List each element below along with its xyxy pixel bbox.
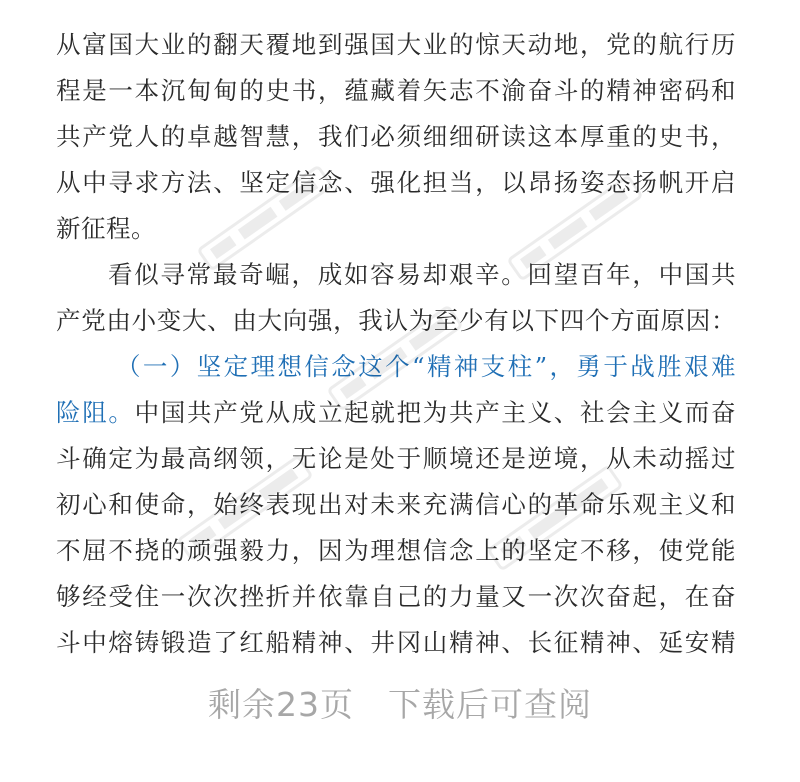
heading-text-tail: 险阻。 <box>56 398 135 427</box>
text-line <box>56 574 736 620</box>
line-text: 看似寻常最奇崛，成如容易却艰辛。回望百年，中国共 <box>108 260 736 289</box>
line-text: 初心和使命，始终表现出对未来充满信心的革命乐观主义和 <box>56 490 736 519</box>
text-line <box>56 160 736 206</box>
text-line <box>56 528 736 574</box>
heading-text: （一）坚定理想信念这个“精神支柱”，勇于战胜艰难 <box>116 352 736 381</box>
text-line <box>56 68 736 114</box>
line-text: 程是一本沉甸甸的史书，蕴藏着矢志不渝奋斗的精神密码和 <box>56 76 736 105</box>
section-heading <box>116 344 736 390</box>
text-line <box>56 298 736 344</box>
text-line <box>56 22 736 68</box>
download-to-read-link[interactable]: 下载后可查阅 <box>388 685 592 724</box>
line-text: 共产党人的卓越智慧，我们必须细细研读这本厚重的史书， <box>56 122 736 151</box>
line-text: 产党由小变大、由大向强，我认为至少有以下四个方面原因： <box>56 306 736 335</box>
text-line <box>56 206 736 252</box>
line-text: 从中寻求方法、坚定信念、强化担当，以昂扬姿态扬帆开启 <box>56 168 736 197</box>
text-line <box>56 436 736 482</box>
line-text: 够经受住一次次挫折并依靠自己的力量又一次次奋起，在奋 <box>56 582 736 611</box>
line-text: 斗中熔铸锻造了红船精神、井冈山精神、长征精神、延安精 <box>56 628 736 657</box>
download-prompt[interactable] <box>0 680 800 730</box>
line-text: 中国共产党从成立起就把为共产主义、社会主义而奋 <box>134 398 737 427</box>
text-line <box>56 390 736 436</box>
remaining-pages-text: 剩余23页 <box>208 685 354 724</box>
line-text: 不屈不挠的顽强毅力，因为理想信念上的坚定不移，使党能 <box>56 536 736 565</box>
text-line <box>56 114 736 160</box>
line-text: 斗确定为最高纲领，无论是处于顺境还是逆境，从未动摇过 <box>56 444 736 473</box>
line-text: 从富国大业的翻天覆地到强国大业的惊天动地，党的航行历 <box>56 30 736 59</box>
text-line <box>56 620 736 666</box>
text-line <box>56 482 736 528</box>
line-text: 新征程。 <box>56 214 156 243</box>
paragraph-first-line <box>108 252 736 298</box>
